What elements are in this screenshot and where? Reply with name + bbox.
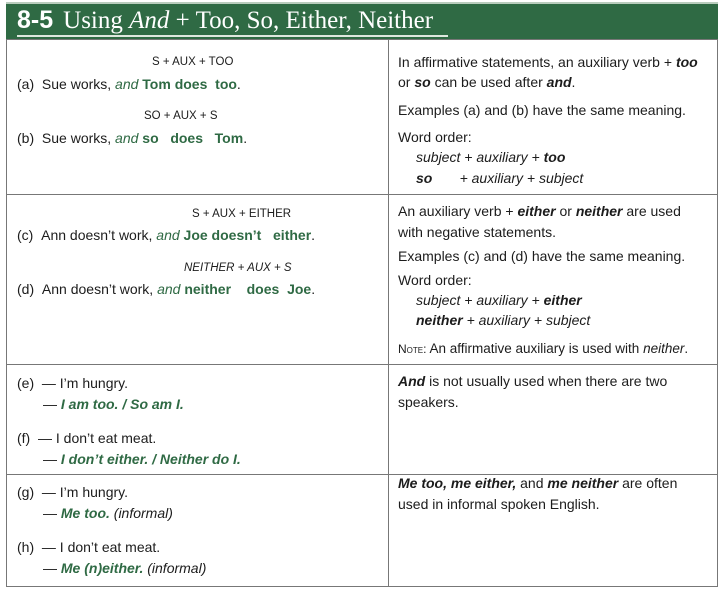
formula-a: S + AUX + TOO xyxy=(152,56,234,68)
title-underline xyxy=(17,35,448,37)
example-f-line2: — I don’t either. / Neither do I. xyxy=(43,451,241,467)
section-title: 8-5 Using And + Too, So, Either, Neither xyxy=(17,6,434,34)
explanation-line: Examples (a) and (b) have the same meaning. xyxy=(398,102,686,118)
example-g-line1: (g) — I’m hungry. xyxy=(17,484,129,500)
example-e-line1: (e) — I’m hungry. xyxy=(17,375,129,391)
example-h-line2: — Me (n)either. (informal) xyxy=(43,560,207,576)
explanation-line: Me too, me either, and me neither are often xyxy=(398,475,678,491)
explanation-line: speakers. xyxy=(398,394,459,410)
word-order-line: so + auxiliary + subject xyxy=(416,170,584,186)
note: Note: An affirmative auxiliary is used with neither. xyxy=(398,341,689,356)
explanation-line: or so can be used after and. xyxy=(398,74,576,90)
example-e-line2: — I am too. / So am I. xyxy=(43,396,184,412)
word-order-line: subject + auxiliary + either xyxy=(416,292,582,308)
formula-b: SO + AUX + S xyxy=(144,110,218,122)
example-c: (c) Ann doesn’t work, and Joe doesn’t either. xyxy=(17,227,316,243)
example-f-line1: (f) — I don’t eat meat. xyxy=(17,430,157,446)
explanation-line: An auxiliary verb + either or neither are used xyxy=(398,203,681,219)
word-order-line: neither + auxiliary + subject xyxy=(416,312,591,328)
example-g-line2: — Me too. (informal) xyxy=(43,505,173,521)
explanation-line: with negative statements. xyxy=(398,224,556,240)
formula-d: NEITHER + AUX + S xyxy=(184,262,292,274)
section-number: 8-5 xyxy=(17,6,54,34)
word-order-line: subject + auxiliary + too xyxy=(416,149,566,165)
example-h-line1: (h) — I don’t eat meat. xyxy=(17,539,161,555)
explanation-line: And is not usually used when there are two xyxy=(398,373,668,389)
explanation-line: In affirmative statements, an auxiliary verb + too xyxy=(398,54,698,70)
section-header xyxy=(6,2,718,39)
row-divider xyxy=(7,364,717,365)
explanation-line: used in informal spoken English. xyxy=(398,496,600,512)
word-order-label: Word order: xyxy=(398,129,472,145)
example-a: (a) Sue works, and Tom does too. xyxy=(17,76,241,92)
column-divider xyxy=(388,40,389,586)
row-divider xyxy=(7,194,717,195)
grammar-table xyxy=(6,39,718,587)
explanation-line: Examples (c) and (d) have the same meaning. xyxy=(398,248,686,264)
formula-c: S + AUX + EITHER xyxy=(192,208,292,220)
example-b: (b) Sue works, and so does Tom. xyxy=(17,130,248,146)
example-d: (d) Ann doesn’t work, and neither does Joe. xyxy=(17,281,316,297)
word-order-label: Word order: xyxy=(398,272,472,288)
